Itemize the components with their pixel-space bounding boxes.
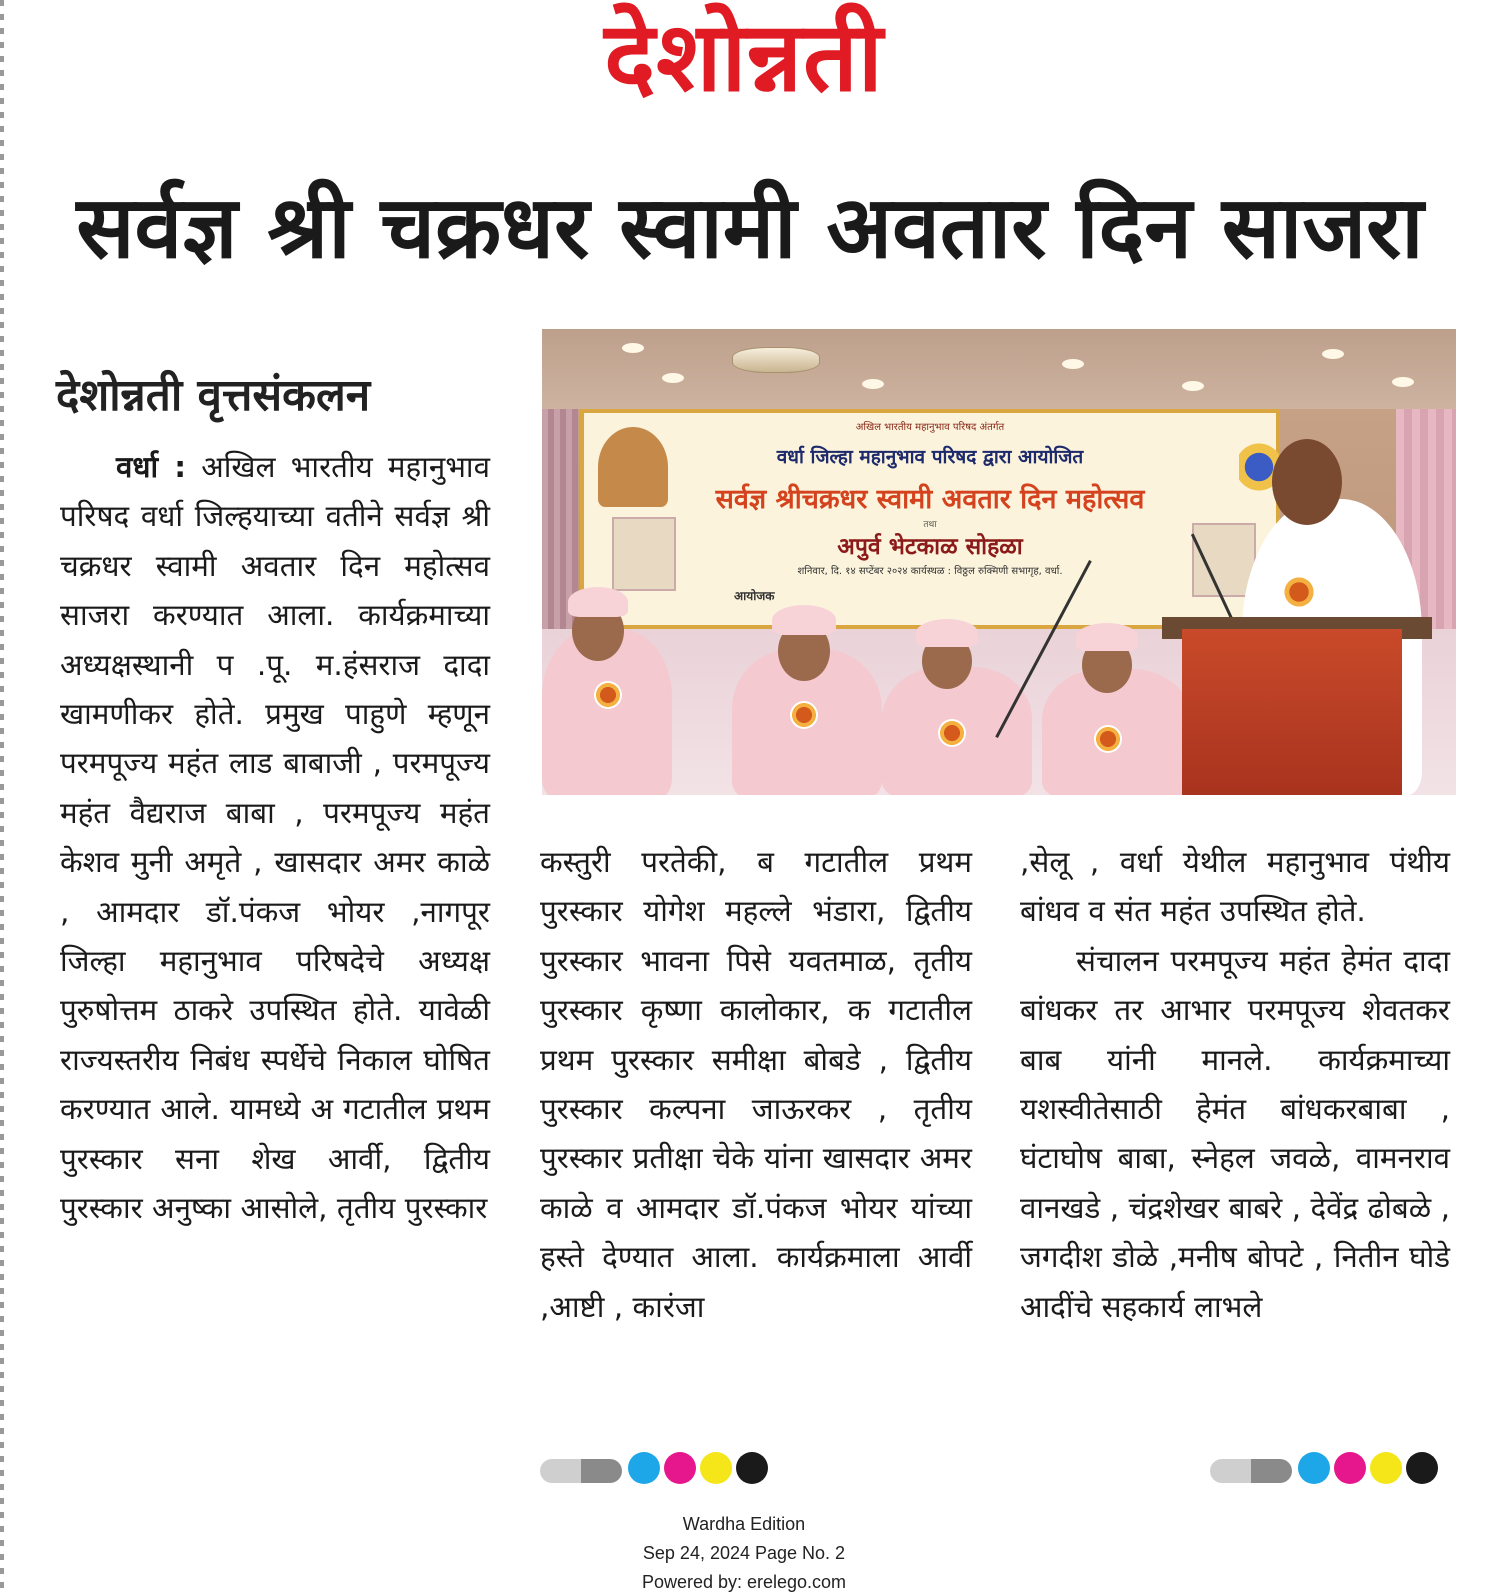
newspaper-masthead: देशोन्नती [604, 1, 884, 113]
badge-icon [1282, 575, 1316, 609]
badge-icon [938, 719, 966, 747]
banner-line-7: आयोजक [734, 589, 775, 603]
banner-line-5: अपुर्व भेटकाळ सोहळा [837, 534, 1023, 560]
column-1-text: अखिल भारतीय महानुभाव परिषद वर्धा जिल्हयाच्या वतीने सर्वज्ञ श्री चक्रधर स्वामी अवतार दिन महोत्सव साजरा करण्यात आला. कार्यक्रमाच्या अध्यक्षस्थानी प .पू. म.हंसराज दादा खामणीकर होते. प्रमुख पाहुणे म्हणून परमपूज्य महंत लाड बाबाजी , परमपूज्य महंत वैद्यराज बाबा , परमपूज्य महंत केशव मुनी अमृते , खासदार अमर काळे , आमदार डॉ.पंकज भोयर ,नागपूर जिल्हा महानुभाव परिषदेचे अध्यक्ष पुरुषोत्तम ठाकरे उपस्थित होते. यावेळी राज्यस्तरीय निबंध स्पर्धेचे निकाल घोषित करण्यात आले. यामध्ये अ गटातील प्रथम पुरस्कार सना शेख आर्वी, द्वितीय पुरस्कार अनुष्का आसोले, तृतीय पुरस्कार [60, 450, 490, 1226]
photo-ceiling [542, 329, 1456, 409]
column-1-paragraph [60, 443, 490, 1234]
banner-line-4: तथा [923, 520, 937, 530]
grey-registration-icon [540, 1459, 622, 1483]
footer-date-page: Sep 24, 2024 Page No. 2 [642, 1543, 846, 1563]
column-3-paragraph-2: संचालन परमपूज्य महंत हेमंत दादा बांधकर तर आभार परमपूज्य शेवतकर बाब यांनी मानले. कार्यक्रमाच्या यशस्वीतेसाठी हेमंत बांधकरबाबा , घंटाघोष बाबा, स्नेहल जवळे, वामनराव वानखडे , चंद्रशेखर बाबरे , देवेंद्र ढोबळे , जगदीश डोळे ,मनीष बोपटे , नितीन घोडे आदींचे सहकार्य लाभले [1020, 943, 1450, 1324]
event-banner [580, 409, 1280, 629]
article-column-2 [540, 838, 972, 1332]
yellow-dot-icon [700, 1452, 732, 1484]
column-3-paragraph-1: ,सेलू , वर्धा येथील महानुभाव पंथीय बांधव व संत महंत उपस्थित होते. [1020, 845, 1450, 929]
magenta-dot-icon [1334, 1452, 1366, 1484]
footer-edition: Wardha Edition [682, 1514, 806, 1534]
footer-powered-by: Powered by: erelego.com [641, 1572, 847, 1592]
badge-icon [1094, 725, 1122, 753]
badge-icon [790, 701, 818, 729]
banner-line-6: शनिवार, दि. १४ सप्टेंबर २०२४ कार्यस्थळ : विठ्ठल रुक्मिणी सभागृह, वर्धा. [797, 566, 1063, 577]
chandelier-icon [732, 347, 820, 373]
registration-marks-center [540, 1452, 770, 1488]
black-dot-icon [736, 1452, 768, 1484]
event-photo [542, 329, 1456, 795]
cyan-dot-icon [628, 1452, 660, 1484]
grey-registration-icon [1210, 1459, 1292, 1483]
article-column-1 [60, 443, 490, 1234]
banner-line-2: वर्धा जिल्हा महानुभाव परिषद द्वारा आयोजित [776, 446, 1084, 468]
article-headline: सर्वज्ञ श्री चक्रधर स्वामी अवतार दिन साजरा [76, 178, 1424, 278]
article-dateline: वर्धा : [116, 450, 187, 484]
registration-marks-right [1210, 1452, 1440, 1488]
article-column-3 [1020, 838, 1450, 1332]
podium [1182, 629, 1402, 795]
cyan-dot-icon [1298, 1452, 1330, 1484]
banner-line-1: अखिल भारतीय महानुभाव परिषद अंतर्गत [855, 422, 1005, 433]
article-byline: देशोन्नती वृत्तसंकलन [56, 370, 371, 421]
page-gutter-marks [0, 0, 4, 1593]
badge-icon [594, 681, 622, 709]
speaker-head [1272, 439, 1342, 525]
magenta-dot-icon [664, 1452, 696, 1484]
yellow-dot-icon [1370, 1452, 1402, 1484]
column-2-text: कस्तुरी परतेकी, ब गटातील प्रथम पुरस्कार योगेश महल्ले भंडारा, द्वितीय पुरस्कार भावना पिसे यवतमाळ, तृतीय पुरस्कार कृष्णा कालोकार, क गटातील प्रथम पुरस्कार समीक्षा बोबडे , द्वितीय पुरस्कार कल्पना जाऊरकर , तृतीय पुरस्कार प्रतीक्षा चेके यांना खासदार अमर काळे व आमदार डॉ.पंकज भोयर यांच्या हस्ते देण्यात आला. कार्यक्रमाला आर्वी ,आष्टी , कारंजा [540, 845, 972, 1324]
banner-line-3: सर्वज्ञ श्रीचक्रधर स्वामी अवतार दिन महोत्सव [715, 484, 1145, 515]
black-dot-icon [1406, 1452, 1438, 1484]
